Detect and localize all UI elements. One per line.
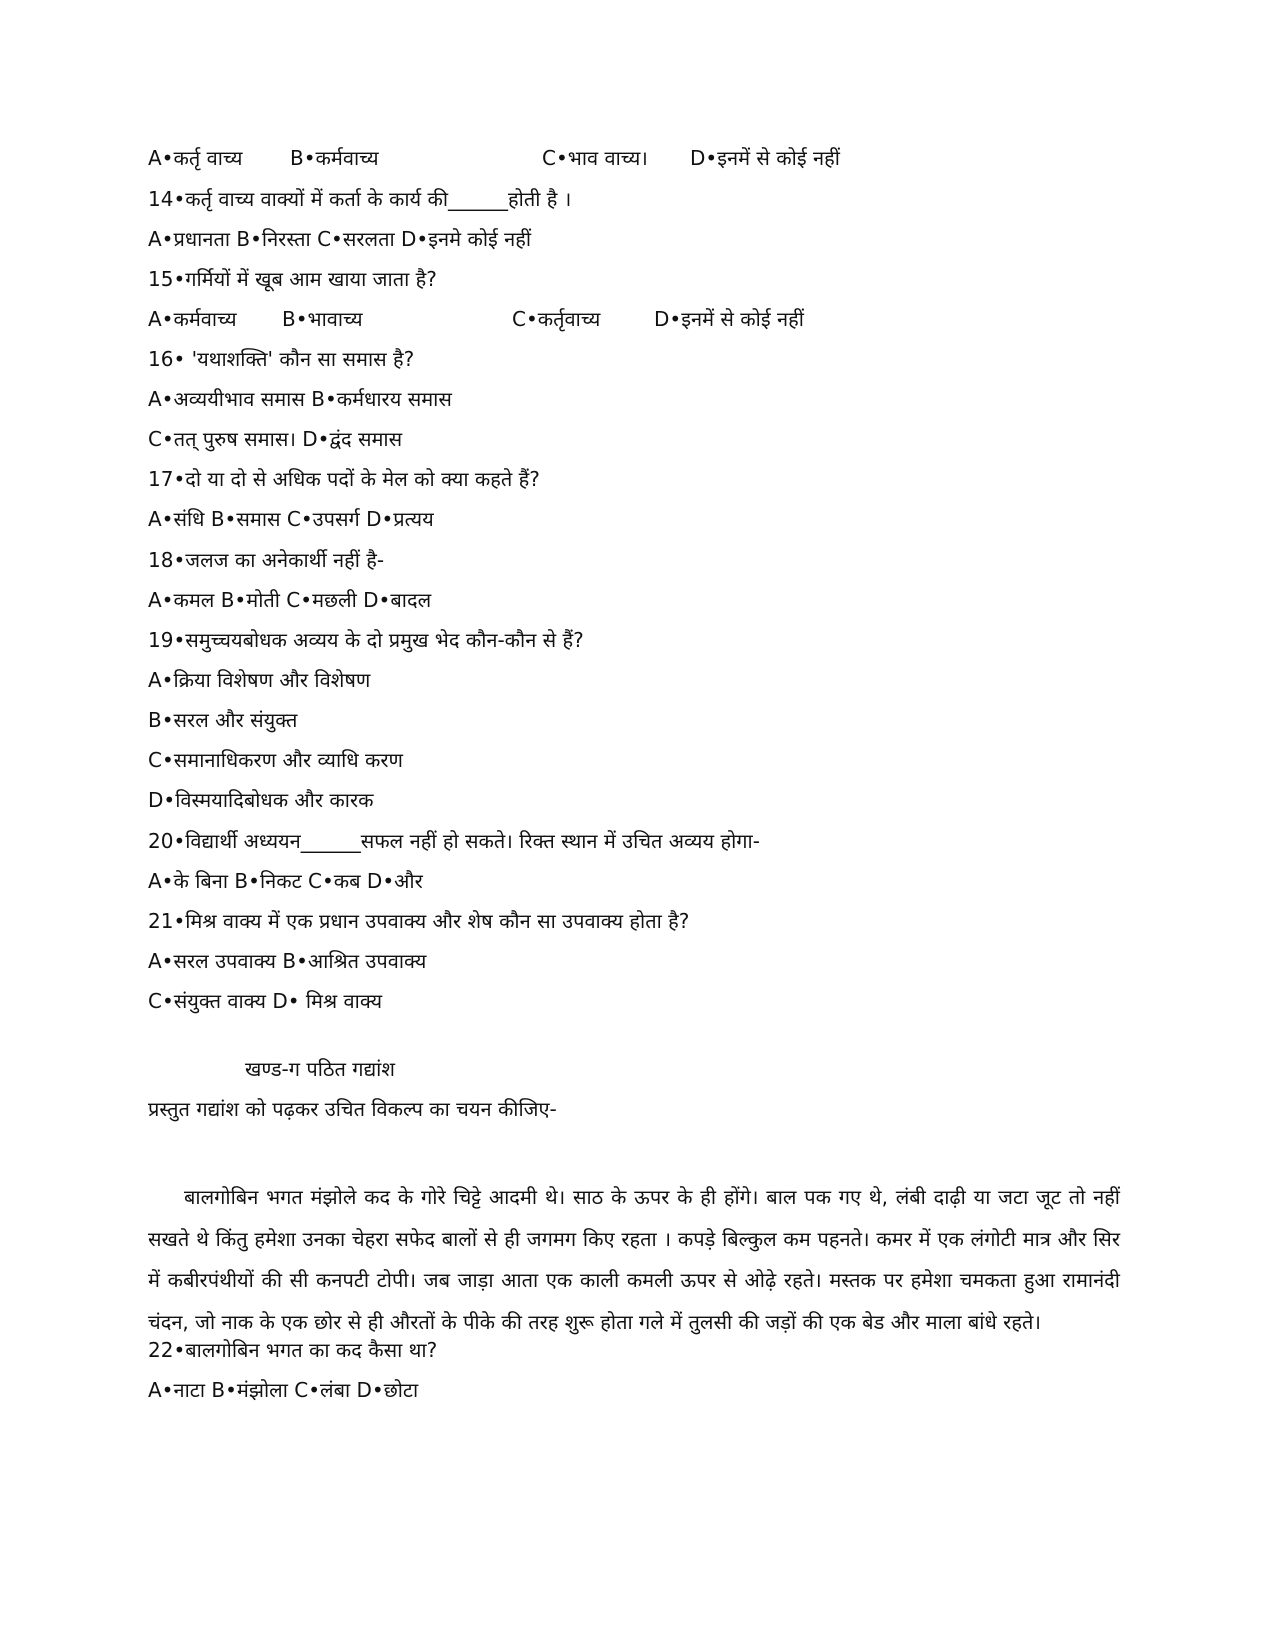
passage-paragraph	[148, 1177, 1120, 1343]
question-15: 15•गर्मियों में खूब आम खाया जाता है?	[148, 267, 437, 291]
q13-option-d: D•इनमें से कोई नहीं	[690, 146, 840, 170]
question-14: 14•कर्तृ वाच्य वाक्यों में कर्ता के कार्य की______होती है ।	[148, 187, 572, 211]
question-19: 19•समुच्चयबोधक अव्यय के दो प्रमुख भेद कौन-कौन से हैं?	[148, 628, 584, 652]
section-heading: खण्ड-ग पठित गद्यांश	[245, 1057, 395, 1081]
question-21: 21•मिश्र वाक्य में एक प्रधान उपवाक्य और शेष कौन सा उपवाक्य होता है?	[148, 909, 690, 933]
q15-option-a: A•कर्मवाच्य	[148, 307, 237, 331]
q15-option-d: D•इनमें से कोई नहीं	[654, 307, 804, 331]
q19-option-d: D•विस्मयादिबोधक और कारक	[148, 788, 374, 812]
q16-options-line-2: C•तत् पुरुष समास। D•द्वंद समास	[148, 427, 403, 451]
question-22: 22•बालगोबिन भगत का कद कैसा था?	[148, 1338, 438, 1362]
question-20: 20•विद्यार्थी अध्ययन______सफल नहीं हो सकते। रिक्त स्थान में उचित अव्यय होगा-	[148, 829, 760, 853]
q15-option-b: B•भावाच्य	[282, 307, 363, 331]
question-18: 18•जलज का अनेकार्थी नहीं है-	[148, 548, 385, 572]
q21-options-line-2: C•संयुक्त वाक्य D• मिश्र वाक्य	[148, 989, 383, 1013]
question-17: 17•दो या दो से अधिक पदों के मेल को क्या कहते हैं?	[148, 467, 540, 491]
q13-option-c: C•भाव वाच्य।	[542, 146, 648, 170]
passage-text: बालगोबिन भगत मंझोले कद के गोरे चिट्टे आदमी थे। साठ के ऊपर के ही होंगे। बाल पक गए थे, लंबी दाढ़ी या जटा जूट तो नहीं सखते थे किंतु हमेशा उनका चेहरा सफेद बालों से ही जगमग किए रहता । कपड़े बिल्कुल कम पहनते। कमर में एक लंगोटी मात्र और सिर में कबीरपंथीयों की सी कनपटी टोपी। जब जाड़ा आता एक काली कमली ऊपर से ओढ़े रहते। मस्तक पर हमेशा चमकता हुआ रामानंदी चंदन, जो नाक के एक छोर से ही औरतों के पीके की तरह शुरू होता गले में तुलसी की जड़ों की एक बेड और माला बांधे रहते।	[148, 1185, 1120, 1334]
q22-options: A•नाटा B•मंझोला C•लंबा D•छोटा	[148, 1378, 419, 1402]
q19-option-a: A•क्रिया विशेषण और विशेषण	[148, 668, 371, 692]
q18-options: A•कमल B•मोती C•मछली D•बादल	[148, 588, 432, 612]
q13-option-a: A•कर्तृ वाच्य	[148, 146, 243, 170]
q21-options-line-1: A•सरल उपवाक्य B•आश्रित उपवाक्य	[148, 949, 427, 973]
passage-instruction: प्रस्तुत गद्यांश को पढ़कर उचित विकल्प का चयन कीजिए-	[148, 1097, 557, 1121]
q15-option-c: C•कर्तृवाच्य	[512, 307, 601, 331]
q17-options: A•संधि B•समास C•उपसर्ग D•प्रत्यय	[148, 507, 434, 531]
q14-options: A•प्रधानता B•निरस्ता C•सरलता D•इनमे कोई नहीं	[148, 227, 532, 251]
q13-option-b: B•कर्मवाच्य	[290, 146, 379, 170]
q20-options: A•के बिना B•निकट C•कब D•और	[148, 869, 423, 893]
q19-option-b: B•सरल और संयुक्त	[148, 708, 298, 732]
q16-options-line-1: A•अव्ययीभाव समास B•कर्मधारय समास	[148, 387, 452, 411]
question-16: 16• 'यथाशक्ति' कौन सा समास है?	[148, 347, 415, 371]
q19-option-c: C•समानाधिकरण और व्याधि करण	[148, 748, 403, 772]
